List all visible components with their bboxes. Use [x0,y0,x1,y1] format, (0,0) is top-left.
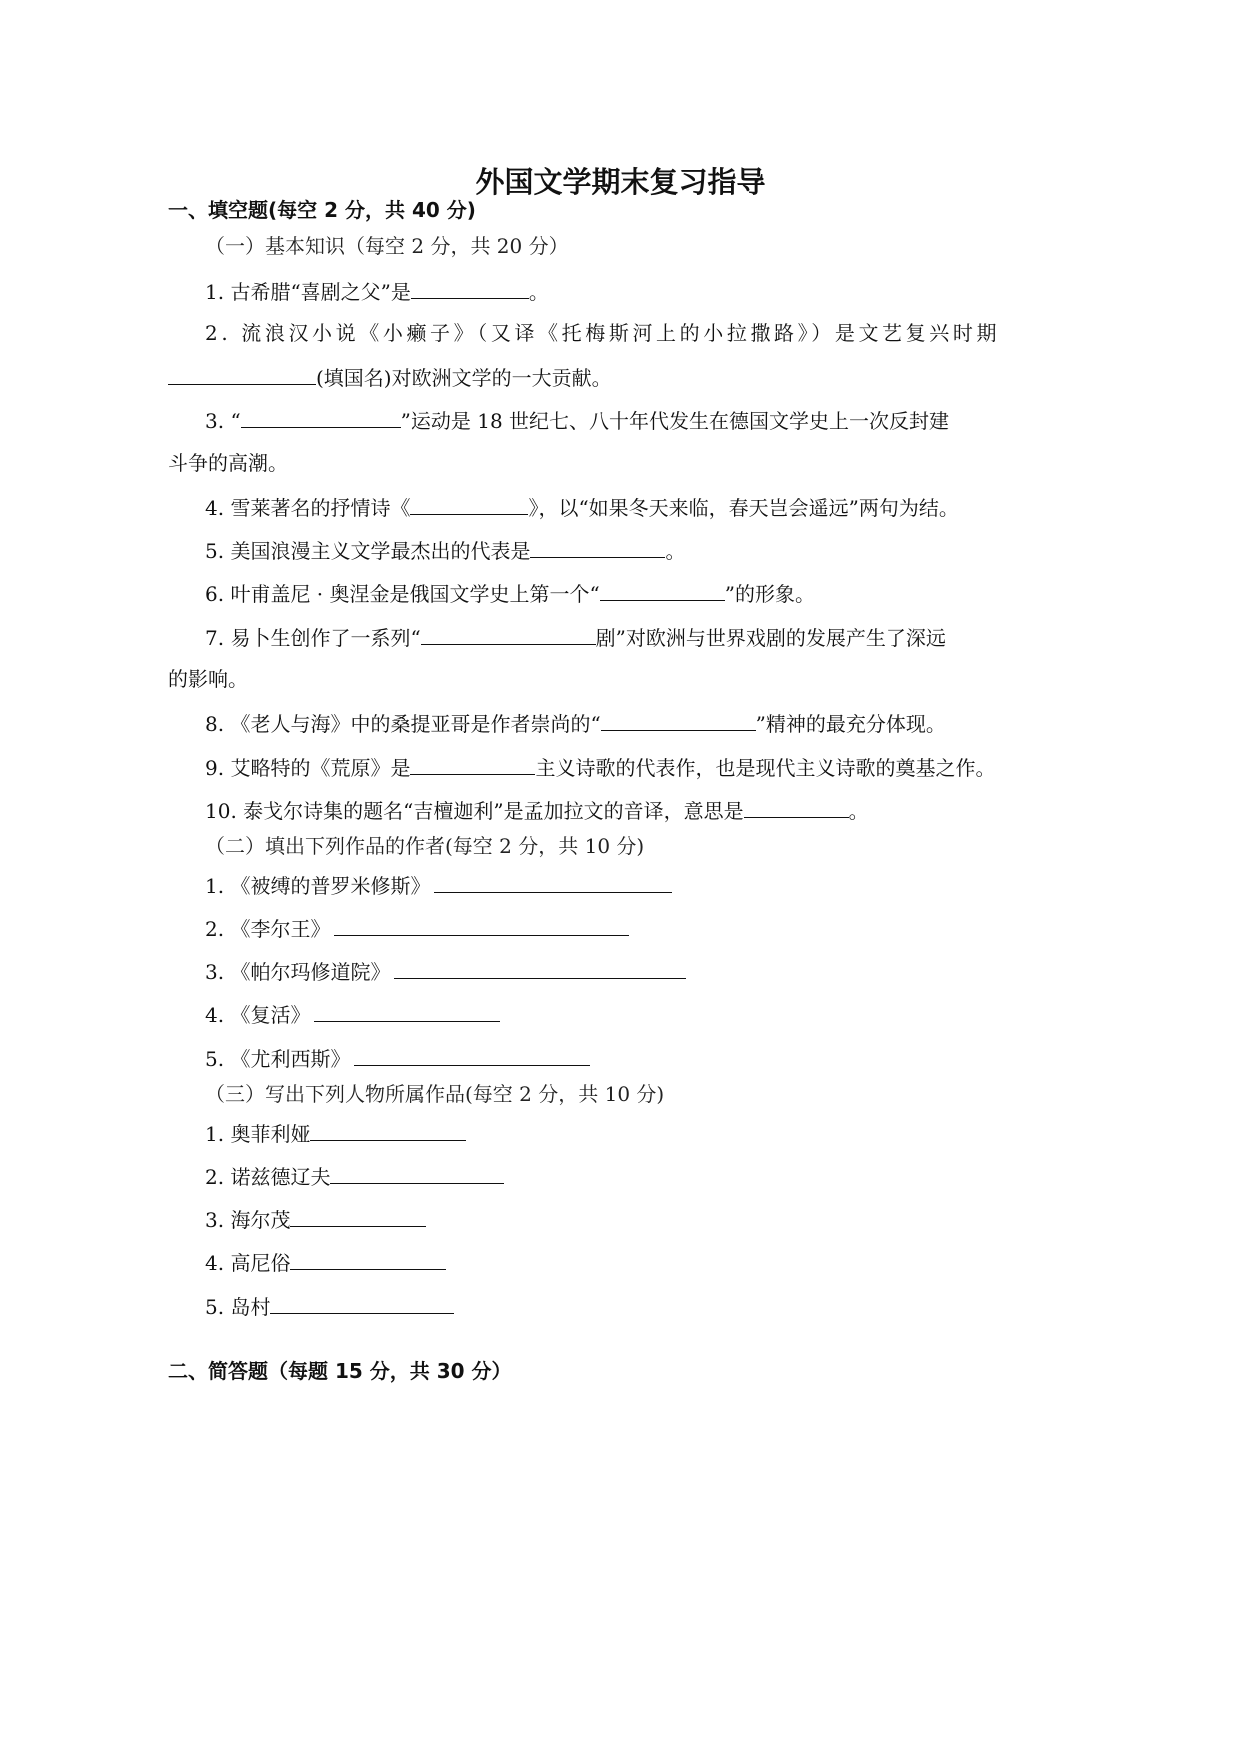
question-3-line2: 斗争的高潮。 [168,451,288,475]
part3-heading: （三）写出下列人物所属作品(每空 2 分，共 10 分) [205,1082,665,1106]
author-item-2: 2. 《李尔王》 [205,915,629,941]
question-10: 10. 泰戈尔诗集的题名“吉檀迦利”是孟加拉文的音译，意思是 。 [205,799,869,823]
answer-blank[interactable] [411,278,529,299]
part1-heading: （一）基本知识（每空 2 分，共 20 分） [205,234,569,258]
answer-blank[interactable] [314,1001,500,1022]
answer-blank[interactable] [290,1249,446,1270]
answer-blank[interactable] [168,364,316,385]
answer-blank[interactable] [241,407,401,428]
author-item-5: 5. 《尤利西斯》 [205,1045,590,1071]
answer-blank[interactable] [334,915,629,936]
question-8: 8. 《老人与海》中的桑提亚哥是作者崇尚的“ ”精神的最充分体现。 [205,712,946,736]
question-1: 1. 古希腊“喜剧之父”是 。 [205,280,549,304]
character-item-4: 4. 高尼俗 [205,1249,446,1275]
character-item-3: 3. 海尔茂 [205,1206,426,1232]
part2-heading: （二）填出下列作品的作者(每空 2 分，共 10 分) [205,834,645,858]
author-item-4: 4. 《复活》 [205,1001,500,1027]
answer-blank[interactable] [330,1163,504,1184]
answer-blank[interactable] [270,1293,454,1314]
answer-blank[interactable] [601,710,756,731]
page-title: 外国文学期末复习指导 [475,165,766,199]
question-5: 5. 美国浪漫主义文学最杰出的代表是 。 [205,539,686,563]
answer-blank[interactable] [410,494,528,515]
section2-heading: 二、简答题（每题 15 分，共 30 分） [168,1359,512,1383]
answer-blank[interactable] [354,1045,590,1066]
question-2-line1: 2. 流浪汉小说《小癞子》（又译《托梅斯河上的小拉撒路》）是文艺复兴时期 [205,321,1001,345]
answer-blank[interactable] [421,624,596,645]
author-item-3: 3. 《帕尔玛修道院》 [205,958,686,984]
section1-heading: 一、填空题(每空 2 分，共 40 分) [168,198,476,222]
answer-blank[interactable] [410,754,535,775]
character-item-5: 5. 岛村 [205,1293,454,1319]
question-3-line1: 3. “ ”运动是 18 世纪七、八十年代发生在德国文学史上一次反封建 [205,409,950,433]
answer-blank[interactable] [600,580,725,601]
answer-blank[interactable] [744,797,849,818]
question-9: 9. 艾略特的《荒原》是 主义诗歌的代表作，也是现代主义诗歌的奠基之作。 [205,756,996,780]
character-item-2: 2. 诺兹德辽夫 [205,1163,504,1189]
question-6: 6. 叶甫盖尼 · 奥涅金是俄国文学史上第一个“ ”的形象。 [205,582,815,606]
question-4: 4. 雪莱著名的抒情诗《 》，以“如果冬天来临，春天岂会遥远”两句为结。 [205,496,959,520]
answer-blank[interactable] [310,1120,466,1141]
answer-blank[interactable] [434,872,672,893]
question-7-line1: 7. 易卜生创作了一系列“ 剧”对欧洲与世界戏剧的发展产生了深远 [205,626,946,650]
answer-blank[interactable] [394,958,686,979]
answer-blank[interactable] [530,537,665,558]
question-7-line2: 的影响。 [168,667,248,691]
author-item-1: 1. 《被缚的普罗米修斯》 [205,872,672,898]
character-item-1: 1. 奥菲利娅 [205,1120,466,1146]
question-2-line2: (填国名)对欧洲文学的一大贡献。 [168,364,612,390]
answer-blank[interactable] [290,1206,426,1227]
